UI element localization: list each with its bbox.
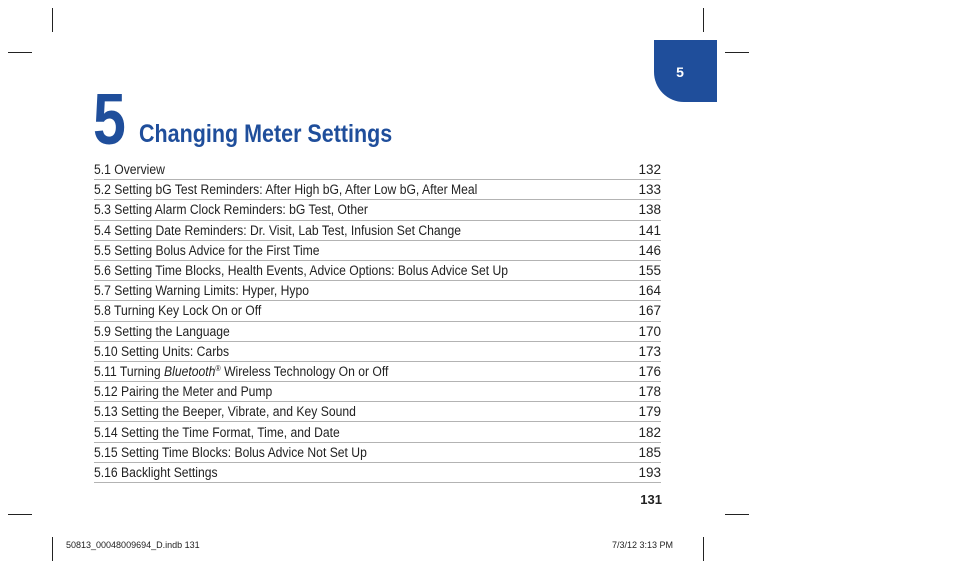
toc-row[interactable]	[94, 200, 661, 220]
toc-row[interactable]	[94, 221, 661, 241]
crop-mark	[725, 514, 749, 515]
toc-entry-title: 5.7 Setting Warning Limits: Hyper, Hypo	[94, 283, 309, 299]
toc-entry-title: 5.6 Setting Time Blocks, Health Events, Advice Options: Bolus Advice Set Up	[94, 263, 508, 279]
toc-entry-title: 5.12 Pairing the Meter and Pump	[94, 384, 273, 400]
toc-row[interactable]	[94, 402, 661, 422]
toc-row[interactable]	[94, 382, 661, 402]
toc-entry-title: 5.14 Setting the Time Format, Time, and Date	[94, 424, 340, 440]
crop-mark	[8, 52, 32, 53]
toc-row[interactable]	[94, 261, 661, 281]
toc-entry-page: 133	[638, 182, 661, 198]
print-slug-file: 50813_00048009694_D.indb 131	[66, 540, 200, 550]
toc-entry-title: 5.16 Backlight Settings	[94, 464, 218, 480]
toc-entry-page: 170	[638, 323, 661, 339]
toc-entry-title: 5.2 Setting bG Test Reminders: After High bG, After Low bG, After Meal	[94, 182, 478, 198]
toc-entry-page: 173	[638, 343, 661, 359]
chapter-tab-label: 5	[676, 64, 684, 80]
crop-mark	[52, 537, 53, 561]
toc-entry-title: 5.3 Setting Alarm Clock Reminders: bG Test, Other	[94, 202, 368, 218]
toc-entry-page: 141	[638, 222, 661, 238]
toc-entry-title: 5.5 Setting Bolus Advice for the First Time	[94, 242, 320, 258]
toc-entry-title: 5.1 Overview	[94, 162, 165, 178]
print-slug-date: 7/3/12 3:13 PM	[612, 540, 674, 550]
toc-row[interactable]	[94, 180, 661, 200]
crop-mark	[8, 514, 32, 515]
toc-entry-page: 167	[638, 303, 661, 319]
chapter-title: Changing Meter Settings	[139, 120, 393, 148]
toc-entry-title: 5.13 Setting the Beeper, Vibrate, and Key Sound	[94, 404, 356, 420]
toc-entry-page: 182	[638, 424, 661, 440]
toc-entry-page: 138	[638, 202, 661, 218]
toc-entry-page: 155	[638, 263, 661, 279]
registered-mark: ®	[215, 363, 221, 373]
page-number: 131	[640, 492, 662, 507]
toc-entry-page: 164	[638, 283, 661, 299]
toc-entry-page: 132	[638, 162, 661, 178]
toc-row[interactable]	[94, 443, 661, 463]
toc-entry-title: 5.10 Setting Units: Carbs	[94, 343, 230, 359]
toc-row[interactable]	[94, 463, 661, 483]
toc-row[interactable]	[94, 281, 661, 301]
toc-row[interactable]	[94, 322, 661, 342]
crop-mark	[52, 8, 53, 32]
toc-row[interactable]	[94, 422, 661, 442]
toc-entry-title: 5.4 Setting Date Reminders: Dr. Visit, Lab Test, Infusion Set Change	[94, 222, 461, 238]
toc-entry-page: 178	[638, 384, 661, 400]
toc-entry-title: 5.9 Setting the Language	[94, 323, 230, 339]
toc-row[interactable]	[94, 342, 661, 362]
toc-entry-title: 5.15 Setting Time Blocks: Bolus Advice Not Set Up	[94, 444, 367, 460]
toc-entry-title	[94, 364, 388, 379]
table-of-contents	[94, 160, 661, 483]
toc-entry-page: 179	[638, 404, 661, 420]
chapter-number: 5	[93, 80, 126, 160]
toc-row[interactable]	[94, 301, 661, 321]
toc-row[interactable]	[94, 241, 661, 261]
toc-entry-page: 185	[638, 444, 661, 460]
crop-mark	[703, 537, 704, 561]
crop-mark	[703, 8, 704, 32]
toc-entry-title: 5.8 Turning Key Lock On or Off	[94, 303, 262, 319]
toc-row[interactable]	[94, 362, 661, 382]
toc-entry-title-suffix: Wireless Technology On or Off	[220, 363, 389, 379]
toc-entry-page: 193	[638, 464, 661, 480]
toc-entry-title-prefix: 5.11 Turning	[94, 363, 165, 379]
toc-entry-title-italic: Bluetooth	[164, 363, 216, 379]
toc-entry-page: 176	[638, 363, 661, 379]
crop-mark	[725, 52, 749, 53]
toc-entry-page: 146	[638, 242, 661, 258]
toc-row[interactable]	[94, 160, 661, 180]
